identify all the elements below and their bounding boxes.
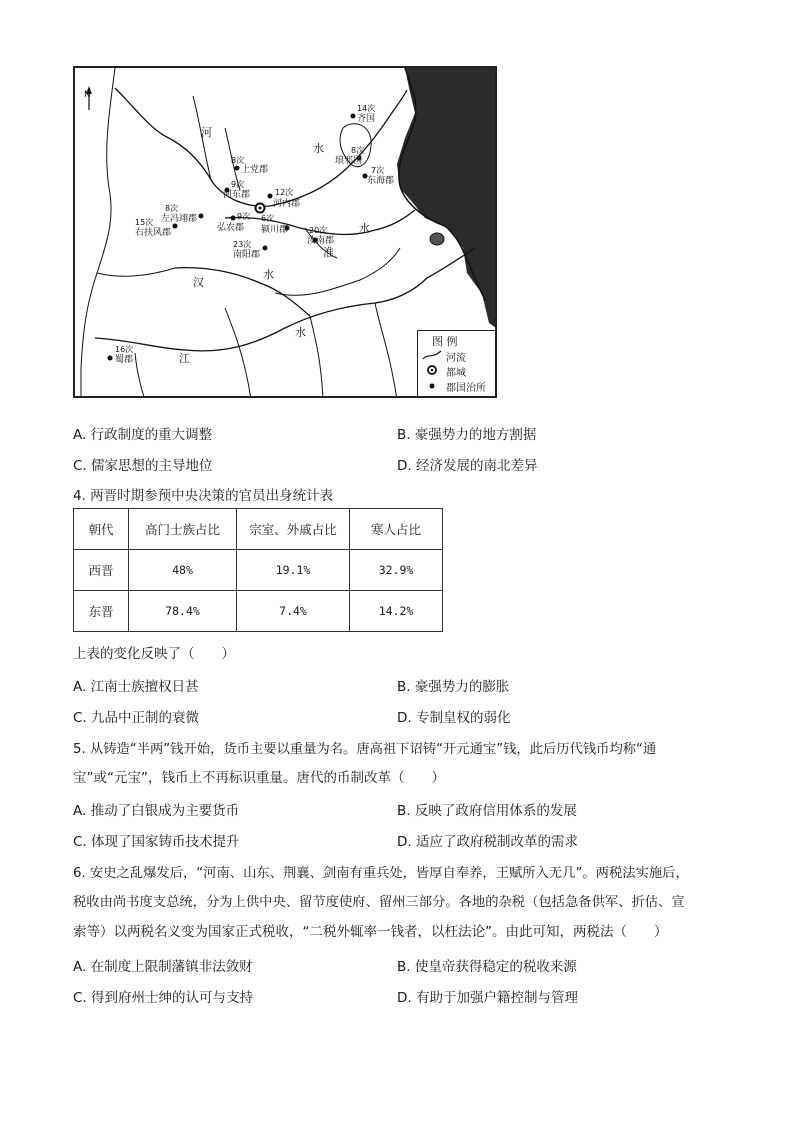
table-cell: 48%	[129, 550, 237, 591]
river-label-han: 汉	[193, 276, 204, 289]
seat-youfufeng	[173, 224, 178, 229]
q6-option-c[interactable]: C. 得到府州士绅的认可与支持	[73, 990, 254, 1006]
place-count-runan: 20次	[309, 226, 328, 235]
q3-option-d[interactable]: D. 经济发展的南北差异	[397, 458, 538, 474]
place-count-hongnong: 9次	[237, 212, 251, 221]
sea-area	[397, 68, 497, 318]
legend-title: 图 例	[432, 335, 458, 348]
river-label-shui1: 水	[313, 142, 324, 155]
place-name-hedong: 河东郡	[223, 190, 251, 200]
q3-option-b[interactable]: B. 豪强势力的地方割据	[397, 427, 537, 443]
place-count-henei: 12次	[275, 188, 294, 197]
place-count-qi: 14次	[357, 104, 376, 113]
place-count-nanyang: 23次	[233, 240, 252, 249]
table-cell: 19.1%	[237, 550, 350, 591]
q6-stem-line2: 税收由尚书度支总统，分为上供中央、留节度使府、留州三部分。各地的杂税（包括急备供军、折估、宣	[73, 895, 685, 910]
q6-option-a[interactable]: A. 在制度上限制藩镇非法敛财	[73, 959, 253, 975]
place-name-langye: 琅邪国	[335, 156, 363, 166]
north-label: N	[84, 90, 91, 100]
place-count-langye: 8次	[351, 146, 365, 155]
place-count-shangdang: 8次	[231, 156, 245, 165]
seat-henei	[268, 194, 273, 199]
place-count-youfufeng: 15次	[135, 218, 154, 227]
map-legend	[417, 330, 497, 398]
river-label-jiang: 江	[179, 352, 190, 365]
q4-option-a[interactable]: A. 江南士族擅权日甚	[73, 679, 199, 695]
place-name-hongnong: 弘农郡	[217, 223, 245, 233]
table-header-cell: 寒人占比	[350, 509, 443, 550]
place-count-yingchuan: 6次	[261, 214, 275, 223]
place-name-nanyang: 南阳郡	[233, 250, 261, 260]
q5-option-a[interactable]: A. 推动了白银成为主要货币	[73, 803, 240, 819]
seat-zuofengyi	[199, 214, 204, 219]
river-label-shui3: 水	[263, 268, 274, 281]
q6-option-b[interactable]: B. 使皇帝获得稳定的税收来源	[397, 959, 577, 975]
table-cell: 32.9%	[350, 550, 443, 591]
place-count-donghai: 7次	[371, 166, 385, 175]
river-label-huai: 淮	[323, 246, 334, 259]
place-name-shangdang: 上党郡	[241, 165, 269, 175]
place-count-shu: 16次	[115, 345, 134, 354]
table-header-cell: 宗室、外戚占比	[237, 509, 350, 550]
table-header-row	[74, 509, 443, 550]
table-cell: 78.4%	[129, 591, 237, 632]
q4-stem: 上表的变化反映了（ ）	[73, 646, 235, 662]
q5-option-b[interactable]: B. 反映了政府信用体系的发展	[397, 803, 577, 819]
river-label-shui2: 水	[359, 222, 370, 235]
seat-hongnong	[231, 216, 236, 221]
table-header-cell: 高门士族占比	[129, 509, 237, 550]
q4-stat-table	[73, 508, 443, 632]
lake	[430, 233, 444, 245]
table-cell: 东晋	[74, 591, 129, 632]
place-count-hedong: 9次	[231, 180, 245, 189]
place-name-yingchuan: 颍川郡	[261, 225, 289, 235]
legend-seat-label: 郡国治所	[446, 383, 486, 394]
place-count-zuofengyi: 8次	[165, 204, 179, 213]
q4-option-b[interactable]: B. 豪强势力的膨胀	[397, 679, 510, 695]
q6-option-d[interactable]: D. 有助于加强户籍控制与管理	[397, 990, 578, 1006]
seat-nanyang	[263, 246, 268, 251]
seat-qi	[351, 114, 356, 119]
q4-option-d[interactable]: D. 专制皇权的弱化	[397, 710, 511, 726]
q3-option-a[interactable]: A. 行政制度的重大调整	[73, 427, 213, 443]
place-name-donghai: 东海郡	[367, 176, 395, 186]
q5-stem-line2: 宝”或“元宝”，钱币上不再标识重量。唐代的币制改革（ ）	[73, 770, 445, 786]
place-name-zuofengyi: 左冯翊郡	[161, 214, 198, 224]
place-name-runan: 汝南郡	[307, 236, 335, 246]
historical-map	[73, 66, 497, 398]
q5-option-c[interactable]: C. 体现了国家铸币技术提升	[73, 834, 240, 850]
river-label-shui4: 水	[295, 326, 306, 339]
table-cell: 14.2%	[350, 591, 443, 632]
q4-title: 4. 两晋时期参预中央决策的官员出身统计表	[73, 488, 334, 504]
place-name-qi: 齐国	[357, 114, 376, 124]
q4-option-c[interactable]: C. 九品中正制的衰微	[73, 710, 200, 726]
place-name-youfufeng: 右扶风郡	[135, 228, 172, 238]
table-cell: 7.4%	[237, 591, 350, 632]
table-header-cell: 朝代	[74, 509, 129, 550]
seat-shu	[108, 356, 113, 361]
table-row	[74, 591, 443, 632]
legend-capital-label: 都城	[446, 368, 466, 379]
river-label-he: 河	[201, 126, 212, 139]
q5-stem-line1: 5. 从铸造“半两”钱开始，货币主要以重量为名。唐高祖下诏铸“开元通宝”钱，此后历代钱币均称“通	[73, 742, 657, 757]
q6-stem-line1: 6. 安史之乱爆发后，“河南、山东、荆襄、剑南有重兵处，皆厚自奉养，王赋所入无几”。两税法实施后，	[73, 866, 689, 881]
place-name-shu: 蜀郡	[115, 355, 134, 365]
legend-river-label: 河流	[446, 353, 466, 364]
table-row	[74, 550, 443, 591]
place-name-henei: 河内郡	[273, 199, 301, 209]
table-cell: 西晋	[74, 550, 129, 591]
q5-option-d[interactable]: D. 适应了政府税制改革的需求	[397, 834, 578, 850]
q6-stem-line3: 索等）以两税名义变为国家正式税收，“二税外辄率一钱者，以枉法论”。由此可知，两税法（ ）	[73, 924, 668, 940]
q3-option-c[interactable]: C. 儒家思想的主导地位	[73, 458, 213, 474]
seat-shangdang	[235, 166, 240, 171]
